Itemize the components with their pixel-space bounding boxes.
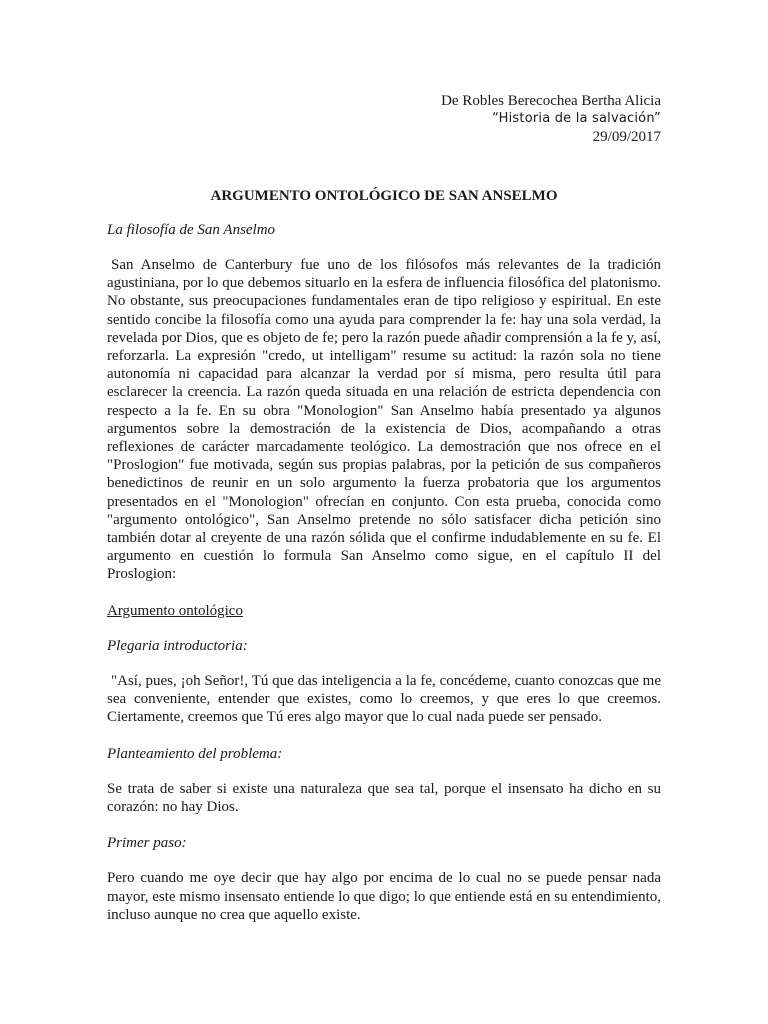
paragraph-primer-paso: Pero cuando me oye decir que hay algo por encima de lo cual no se puede pensar nada mayor, este mismo insensato entiende lo que digo; lo que entiende está en su entendimiento, incluso aunque no crea que aquello existe.: [107, 870, 661, 923]
paragraph-planteamiento: Se trata de saber si existe una naturaleza que sea tal, porque el insensato ha dicho en su corazón: no hay Dios.: [107, 780, 661, 816]
author-name: De Robles Berecochea Bertha Alicia: [441, 93, 661, 109]
section-heading-plegaria: Plegaria introductoria:: [107, 637, 248, 654]
document-date: 29/09/2017: [592, 129, 661, 146]
paragraph-filosofia: San Anselmo de Canterbury fue uno de los filósofos más relevantes de la tradición agustiniana, por lo que debemos situarlo en la esfera de influencia filosófica del platonismo. No obstante, sus preocupaciones fundamentales eran de tipo religioso y espiritual. En este sentido concibe la filosofía como una ayuda para comprender la fe: hay una sola verdad, la revelada por Dios, que es objeto de fe; pero la razón puede añadir comprensión a la fe y, así, reforzarla. La expresión "credo, ut intelligam" resume su actitud: la razón sola no tiene autonomía ni capacidad para alcanzar la verdad por sí misma, pero resulta útil para esclarecer la creencia. La razón queda situada en una relación de estricta dependencia con respecto a la fe. En su obra "Monologion" San Anselmo había presentado ya algunos argumentos sobre la demostración de la existencia de Dios, acompañando a otras reflexiones de carácter marcadamente teológico. La demostración que nos ofrece en el "Proslogion" fue motivada, según sus propias palabras, por la petición de sus compañeros benedictinos de reunir en un solo argumento la fuerza probatoria que los argumentos presentados en el "Monologion" ofrecían en conjunto. Con esta prueba, conocida como "argumento ontológico", San Anselmo pretende no sólo satisfacer dicha petición sino también dotar al creyente de una razón sólida que el confirme indudablemente en su fe. El argumento en cuestión lo formula San Anselmo como sigue, en el capítulo II del Proslogion:: [107, 256, 661, 583]
document-title: ARGUMENTO ONTOLÓGICO DE SAN ANSELMO: [210, 187, 558, 204]
section-heading-planteamiento: Planteamiento del problema:: [107, 745, 283, 762]
section-heading-primer-paso: Primer paso:: [107, 835, 187, 852]
document-body: [107, 92, 661, 942]
section-heading-argumento: Argumento ontológico: [107, 602, 243, 619]
paragraph-plegaria: "Así, pues, ¡oh Señor!, Tú que das inteligencia a la fe, concédeme, cuanto conozcas que me sea conveniente, entender que existes, como lo creemos, y que eres lo que creemos. Ciertamente, creemos que Tú eres algo mayor que lo cual nada puede ser pensado.: [107, 673, 661, 726]
document-header: [107, 92, 661, 147]
course-name: “Historia de la salvación”: [492, 111, 661, 127]
section-heading-filosofia: La filosofía de San Anselmo: [107, 221, 276, 238]
